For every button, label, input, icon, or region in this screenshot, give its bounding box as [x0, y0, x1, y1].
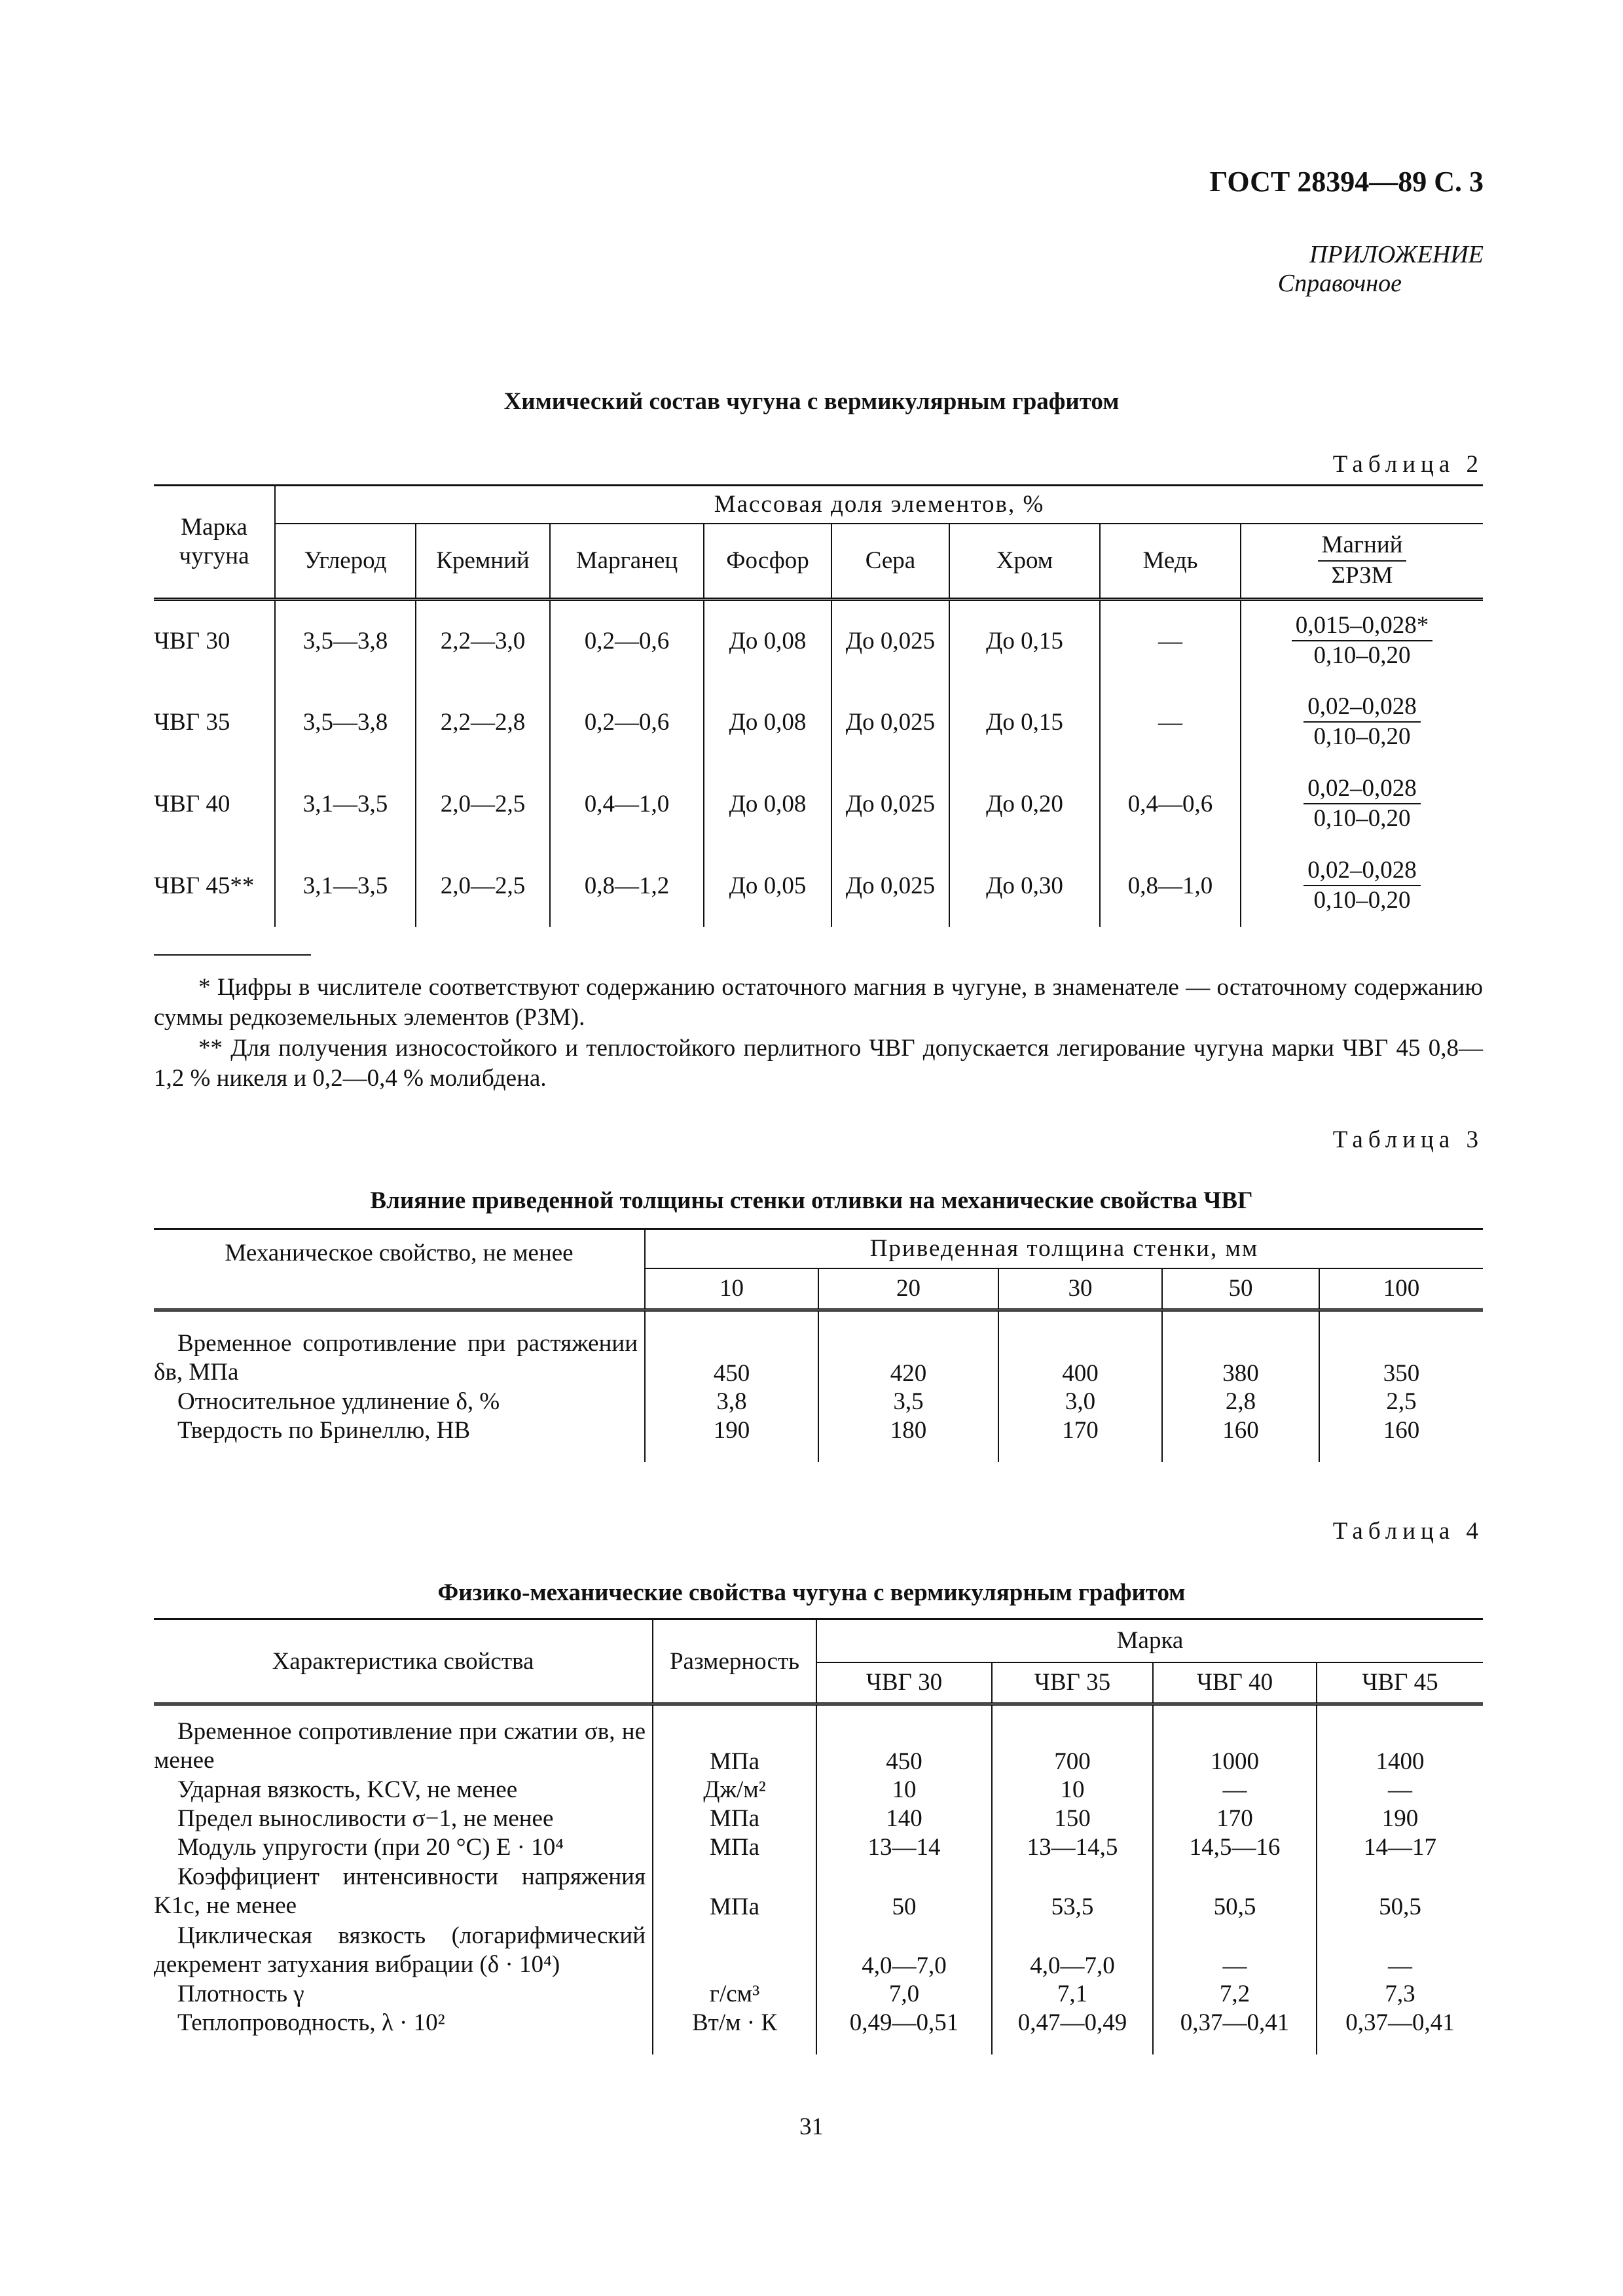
value-cell: 3,5—3,8 — [275, 600, 416, 681]
value-cell: 450 — [816, 1704, 992, 1776]
value-cell: 3,8 — [645, 1388, 818, 1416]
table2-head-p: Фосфор — [704, 524, 831, 600]
table-row — [154, 1704, 1483, 1776]
value-cell: 13—14,5 — [992, 1833, 1153, 1862]
property-cell: Теплопроводность, λ · 10² — [154, 2009, 653, 2054]
value-cell: — — [1388, 1952, 1412, 1979]
table4-title: Физико-механические свойства чугуна с вермикулярным графитом — [437, 1579, 1186, 1606]
value-cell: До 0,025 — [831, 845, 949, 927]
value-cell: 4,0—7,0 — [992, 1921, 1153, 1980]
value-cell: 53,5 — [992, 1862, 1153, 1921]
table2-title: Химический состав чугуна с вермикулярным графитом — [503, 388, 1120, 415]
fraction-num: 0,02–0,028 — [1304, 774, 1421, 804]
value-cell: 3,5—3,8 — [275, 681, 416, 763]
table3-head-prop: Механическое свойство, не менее — [154, 1229, 645, 1310]
value-cell: До 0,025 — [831, 681, 949, 763]
value-cell: 2,2—2,8 — [416, 681, 550, 763]
unit-cell: Дж/м² — [653, 1776, 816, 1804]
table-row — [154, 1804, 1483, 1833]
table2-footnotes — [154, 973, 1483, 1094]
value-cell: 2,2—3,0 — [416, 600, 550, 681]
table2-head-mg-den: ΣРЗМ — [1331, 562, 1393, 589]
unit-cell: МПа — [653, 1804, 816, 1833]
value-cell: 3,5 — [818, 1388, 998, 1416]
table3-head-30: 30 — [998, 1268, 1162, 1310]
table2-head-mn: Марганец — [550, 524, 704, 600]
grade-cell: ЧВГ 45** — [154, 845, 275, 927]
value-cell: 10 — [992, 1776, 1153, 1804]
value-cell: 13—14 — [816, 1833, 992, 1862]
table3-head-100: 100 — [1383, 1275, 1420, 1302]
value-cell: 450 — [645, 1310, 818, 1388]
unit-cell: МПа — [653, 1862, 816, 1921]
table2-head-si: Кремний — [416, 524, 550, 600]
appendix-type: Справочное — [1277, 269, 1402, 297]
value-cell: До 0,20 — [949, 763, 1100, 845]
value-cell: 160 — [1383, 1416, 1420, 1444]
unit-cell: МПа — [653, 1704, 816, 1776]
value-cell: — — [1100, 600, 1241, 681]
table-row — [154, 1776, 1483, 1804]
value-cell: До 0,05 — [704, 845, 831, 927]
table-row — [154, 1416, 1483, 1462]
property-cell: Плотность γ — [154, 1980, 653, 2009]
table2-head-grade: Марка чугуна — [154, 486, 275, 600]
value-cell: 3,0 — [998, 1388, 1162, 1416]
value-cell: До 0,08 — [704, 681, 831, 763]
grade-cell: ЧВГ 35 — [154, 681, 275, 763]
fraction-cell — [1241, 845, 1483, 927]
grade-cell: ЧВГ 30 — [154, 600, 275, 681]
value-cell: 10 — [816, 1776, 992, 1804]
value-cell: 380 — [1162, 1310, 1319, 1388]
table2-head-cr: Хром — [949, 524, 1100, 600]
value-cell: 50,5 — [1153, 1862, 1317, 1921]
table3-title: Влияние приведенной толщины стенки отливки на механические свойства ЧВГ — [370, 1187, 1253, 1214]
table-row — [154, 1921, 1483, 1980]
grade-cell: ЧВГ 40 — [154, 763, 275, 845]
table2-head-mg — [1241, 524, 1483, 600]
fraction-cell — [1241, 681, 1483, 763]
fraction-cell — [1241, 763, 1483, 845]
table3-head-group: Приведенная толщина стенки, мм — [645, 1229, 1483, 1268]
table-row — [154, 1980, 1483, 2009]
value-cell: 350 — [1383, 1359, 1420, 1387]
value-cell: 7,0 — [816, 1980, 992, 2009]
value-cell: 140 — [816, 1804, 992, 1833]
value-cell: 2,0—2,5 — [416, 845, 550, 927]
fraction-num: 0,02–0,028 — [1304, 856, 1421, 886]
table2 — [154, 484, 1483, 927]
property-cell: Коэффициент интенсивности напряжения K1c, не менее — [154, 1862, 653, 1921]
table4-head-chvg35: ЧВГ 35 — [992, 1662, 1153, 1704]
footnote-1: * Цифры в числителе соответствуют содержанию остаточного магния в чугуне, в знаменателе — остаточному содержанию суммы редкоземельных элементов (РЗМ). — [154, 974, 1483, 1031]
table-row — [154, 1388, 1483, 1416]
table-row — [154, 1833, 1483, 1862]
value-cell: 400 — [998, 1310, 1162, 1388]
table-row — [154, 600, 1483, 681]
value-cell: — — [1153, 1921, 1317, 1980]
table2-head-mg-num: Магний — [1318, 531, 1407, 561]
value-cell: 2,0—2,5 — [416, 763, 550, 845]
property-cell: Относительное удлинение δ, % — [154, 1388, 645, 1416]
table2-head-s: Сера — [831, 524, 949, 600]
value-cell: 4,0—7,0 — [816, 1921, 992, 1980]
property-cell: Модуль упругости (при 20 °С) Е · 10⁴ — [154, 1833, 653, 1862]
property-cell: Предел выносливости σ−1, не менее — [154, 1804, 653, 1833]
table4-head-unit: Размерность — [653, 1619, 816, 1704]
property-cell: Твердость по Бринеллю, НВ — [154, 1416, 645, 1462]
value-cell: До 0,08 — [704, 763, 831, 845]
table4-head-chvg30: ЧВГ 30 — [816, 1662, 992, 1704]
value-cell: 0,2—0,6 — [550, 600, 704, 681]
unit-cell: МПа — [653, 1833, 816, 1862]
fraction-num: 0,015–0,028* — [1292, 611, 1433, 641]
table4-head-chvg40: ЧВГ 40 — [1153, 1662, 1317, 1704]
value-cell: До 0,025 — [831, 600, 949, 681]
value-cell: 180 — [818, 1416, 998, 1462]
value-cell: — — [1153, 1776, 1317, 1804]
value-cell: 0,37—0,41 — [1345, 2009, 1455, 2036]
value-cell: 2,5 — [1386, 1388, 1417, 1415]
fraction-den: 0,10–0,20 — [1313, 805, 1411, 832]
table3-head-20: 20 — [818, 1268, 998, 1310]
property-cell: Циклическая вязкость (логарифмический декремент затухания вибрации (δ · 10⁴) — [154, 1921, 653, 1980]
value-cell: 0,4—0,6 — [1100, 763, 1241, 845]
table3-head-50: 50 — [1162, 1268, 1319, 1310]
fraction-den: 0,10–0,20 — [1313, 723, 1411, 750]
table-row — [154, 681, 1483, 763]
value-cell: 7,2 — [1153, 1980, 1317, 2009]
table2-head-group: Массовая доля элементов, % — [275, 486, 1483, 524]
value-cell: До 0,08 — [704, 600, 831, 681]
appendix-label — [1278, 241, 1484, 298]
unit-cell: Вт/м · К — [653, 2009, 816, 2054]
value-cell: 0,8—1,0 — [1100, 845, 1241, 927]
value-cell: До 0,15 — [949, 600, 1100, 681]
table2-label: Таблица 2 — [1332, 451, 1484, 478]
value-cell: 170 — [1153, 1804, 1317, 1833]
page-number: 31 — [799, 2113, 824, 2140]
table4-head-group: Марка — [816, 1619, 1483, 1662]
value-cell: До 0,025 — [831, 763, 949, 845]
unit-cell: г/см³ — [653, 1980, 816, 2009]
fraction-den: 0,10–0,20 — [1313, 887, 1411, 914]
value-cell: До 0,30 — [949, 845, 1100, 927]
value-cell: 190 — [1381, 1805, 1419, 1833]
value-cell: 3,1—3,5 — [275, 763, 416, 845]
value-cell: 3,1—3,5 — [275, 845, 416, 927]
property-cell: Временное сопротивление при растяжении δв, МПа — [154, 1310, 645, 1388]
value-cell: — — [1100, 681, 1241, 763]
value-cell: 190 — [645, 1416, 818, 1462]
value-cell: 420 — [818, 1310, 998, 1388]
value-cell: 0,49—0,51 — [816, 2009, 992, 2054]
table4-head-prop: Характеристика свойства — [154, 1619, 653, 1704]
property-cell: Ударная вязкость, KCV, не менее — [154, 1776, 653, 1804]
table2-head-c: Углерод — [275, 524, 416, 600]
value-cell: 50,5 — [1379, 1893, 1421, 1920]
value-cell: 1400 — [1376, 1748, 1425, 1775]
footnote-divider — [154, 954, 311, 956]
property-cell: Временное сопротивление при сжатии σв, не менее — [154, 1704, 653, 1776]
value-cell: 150 — [992, 1804, 1153, 1833]
document-header: ГОСТ 28394—89 С. 3 — [1209, 166, 1484, 198]
value-cell: 0,47—0,49 — [992, 2009, 1153, 2054]
table2-head-cu: Медь — [1100, 524, 1241, 600]
fraction-num: 0,02–0,028 — [1304, 692, 1421, 723]
value-cell: 7,1 — [992, 1980, 1153, 2009]
value-cell: 0,37—0,41 — [1153, 2009, 1317, 2054]
value-cell: 170 — [998, 1416, 1162, 1462]
table4-label: Таблица 4 — [1332, 1518, 1484, 1545]
table3-head-10: 10 — [645, 1268, 818, 1310]
value-cell: 0,4—1,0 — [550, 763, 704, 845]
table-row — [154, 1310, 1483, 1388]
value-cell: 7,3 — [1385, 1981, 1415, 2008]
table3 — [154, 1228, 1483, 1462]
table-row — [154, 2009, 1483, 2054]
value-cell: 14—17 — [1364, 1834, 1436, 1861]
value-cell: 14,5—16 — [1153, 1833, 1317, 1862]
value-cell: 700 — [992, 1704, 1153, 1776]
fraction-cell — [1241, 600, 1483, 681]
value-cell: 0,2—0,6 — [550, 681, 704, 763]
value-cell: 1000 — [1153, 1704, 1317, 1776]
value-cell: 160 — [1162, 1416, 1319, 1462]
table-row — [154, 1862, 1483, 1921]
fraction-den: 0,10–0,20 — [1313, 642, 1411, 670]
table-row — [154, 845, 1483, 927]
table4 — [154, 1618, 1483, 2054]
table-row — [154, 763, 1483, 845]
unit-cell — [653, 1921, 816, 1980]
footnote-2: ** Для получения износостойкого и теплостойкого перлитного ЧВГ допускается легирование чугуна марки ЧВГ 45 0,8—1,2 % никеля и 0,2—0,4 % молибдена. — [154, 1034, 1483, 1092]
value-cell: 50 — [816, 1862, 992, 1921]
value-cell: 2,8 — [1162, 1388, 1319, 1416]
value-cell: 0,8—1,2 — [550, 845, 704, 927]
table3-label: Таблица 3 — [1332, 1126, 1484, 1153]
table4-head-chvg45: ЧВГ 45 — [1362, 1669, 1438, 1696]
value-cell: — — [1388, 1776, 1412, 1804]
value-cell: До 0,15 — [949, 681, 1100, 763]
appendix-title: ПРИЛОЖЕНИЕ — [1309, 241, 1484, 268]
